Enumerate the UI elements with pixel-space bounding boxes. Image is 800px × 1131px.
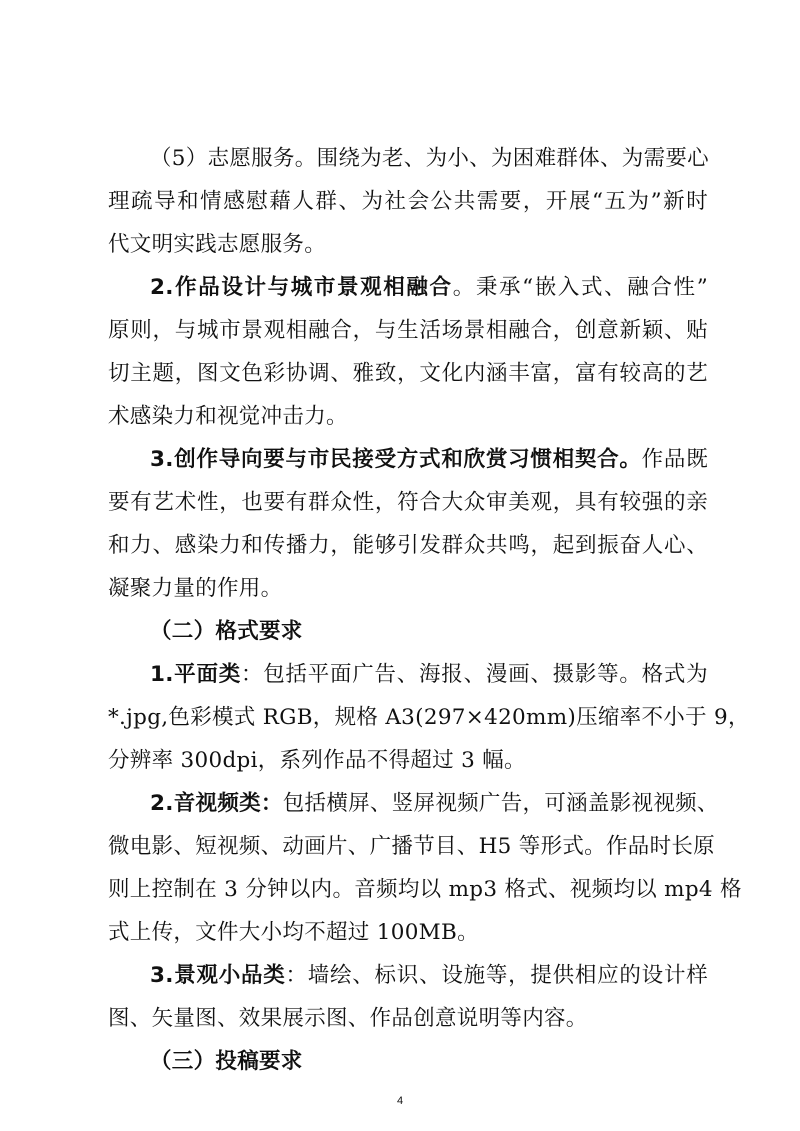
heading-text: 2.作品设计与城市景观相融合 (150, 275, 453, 300)
text-line: 1.平面类：包括平面广告、海报、漫画、摄影等。格式为 (150, 662, 708, 687)
text-line: 2.作品设计与城市景观相融合。秉承“嵌入式、融合性” (150, 275, 708, 300)
text-line: 则上控制在 3 分钟以内。音频均以 mp3 格式、视频均以 mp4 格 (108, 877, 742, 902)
section-heading: （二）格式要求 (150, 619, 303, 644)
heading-text: 2.音视频类： (150, 791, 283, 816)
section-heading: （三）投稿要求 (150, 1049, 303, 1074)
text-line: 3.景观小品类：墙绘、标识、设施等，提供相应的设计样 (150, 963, 708, 988)
text-line: 切主题，图文色彩协调、雅致，文化内涵丰富，富有较高的艺 (108, 361, 708, 386)
text-line: 术感染力和视觉冲击力。 (108, 404, 348, 429)
text-line: 2.音视频类：包括横屏、竖屏视频广告，可涵盖影视视频、 (150, 791, 719, 816)
text-line: 代文明实践志愿服务。 (108, 232, 327, 257)
text-line: 式上传，文件大小均不超过 100MB。 (108, 920, 479, 945)
text-line: *.jpg,色彩模式 RGB，规格 A3(297×420mm)压缩率不小于 9， (108, 705, 750, 730)
text-line: 凝聚力量的作用。 (108, 576, 283, 601)
text-line: 理疏导和情感慰藉人群、为社会公共需要，开展“五为”新时 (108, 189, 708, 214)
text-line: 3.创作导向要与市民接受方式和欣赏习惯相契合。作品既 (150, 447, 708, 472)
text-line: 和力、感染力和传播力，能够引发群众共鸣，起到振奋人心、 (108, 533, 708, 558)
heading-text: 1.平面类 (150, 662, 241, 687)
text-line: 原则，与城市景观相融合，与生活场景相融合，创意新颖、贴 (108, 318, 708, 343)
heading-text: 3.创作导向要与市民接受方式和欣赏习惯相契合。 (150, 447, 642, 472)
text-line: 图、矢量图、效果展示图、作品创意说明等内容。 (108, 1006, 588, 1031)
text-line: 分辨率 300dpi，系列作品不得超过 3 幅。 (108, 748, 526, 773)
heading-text: 3.景观小品类 (150, 963, 286, 988)
text-line: 微电影、短视频、动画片、广播节目、H5 等形式。作品时长原 (108, 834, 715, 859)
text-line: （5）志愿服务。围绕为老、为小、为困难群体、为需要心 (150, 146, 709, 171)
page-number: 4 (396, 1095, 404, 1107)
text-line: 要有艺术性，也要有群众性，符合大众审美观，具有较强的亲 (108, 490, 708, 515)
